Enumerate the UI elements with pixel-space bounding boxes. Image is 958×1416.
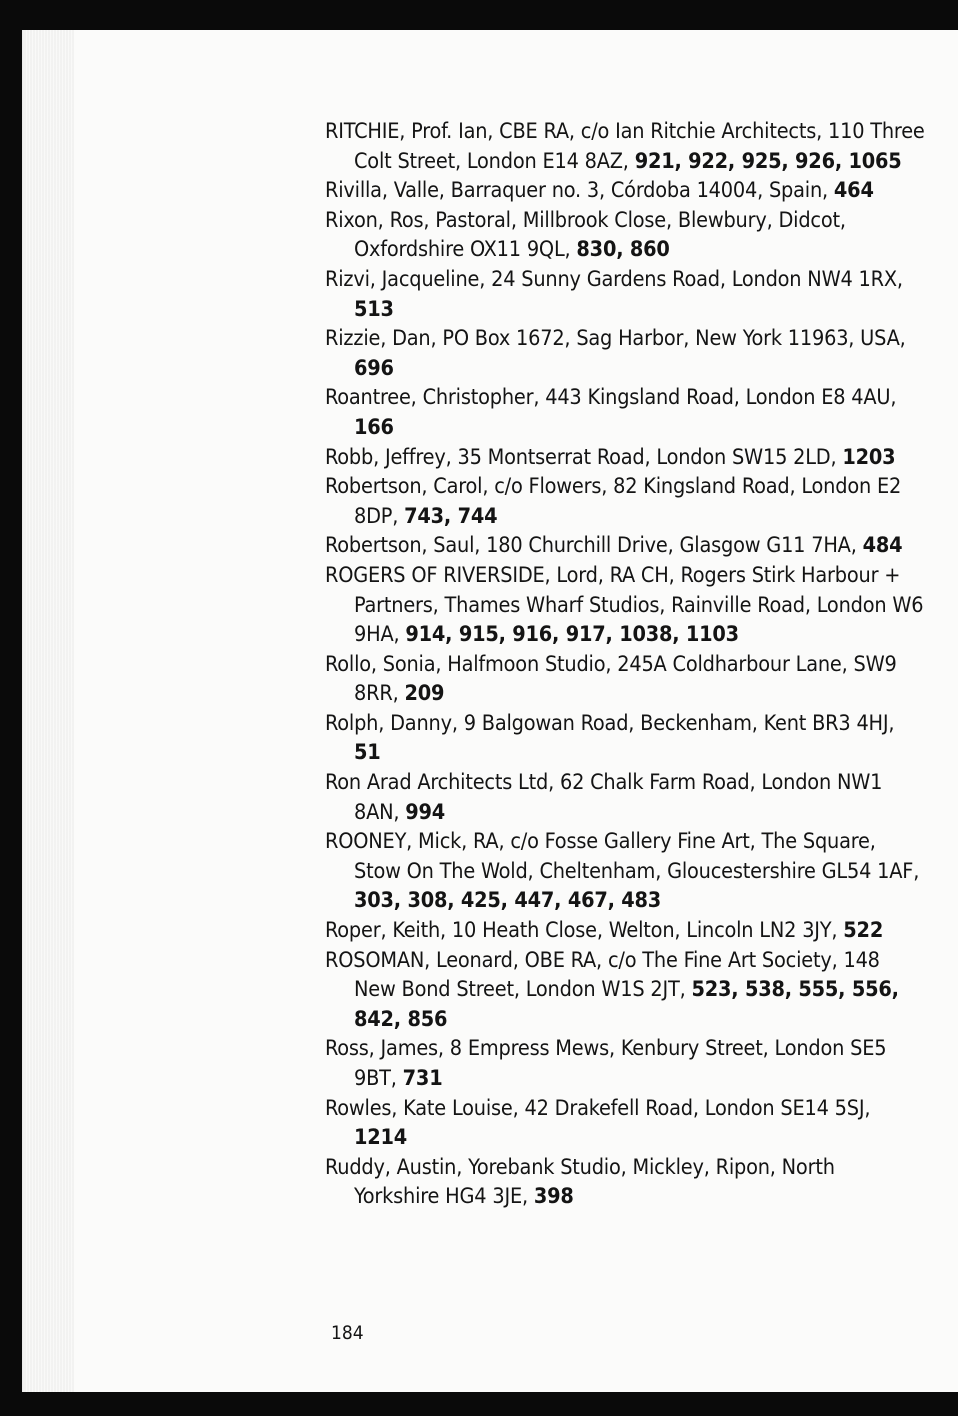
index-entry: Robb, Jeffrey, 35 Montserrat Road, London SW15 2LD, 1203 xyxy=(325,444,896,470)
index-entry: Rixon, Ros, Pastoral, Millbrook Close, Blewbury, Didcot, Oxfordshire OX11 9QL, 830, 860 xyxy=(325,207,846,263)
index-entry: Roantree, Christopher, 443 Kingsland Road, London E8 4AU, 166 xyxy=(325,385,897,440)
index-entry: Rollo, Sonia, Halfmoon Studio, 245A Coldharbour Lane, SW9 8RR, 209 xyxy=(325,651,897,707)
page-edges xyxy=(22,30,74,1392)
index-entry: ROSOMAN, Leonard, OBE RA, c/o The Fine Art Society, 148 New Bond Street, London W1S 2JT, 523, 538, 555, 556, 842, 856 xyxy=(325,947,899,1032)
index-entry: Ross, James, 8 Empress Mews, Kenbury Street, London SE5 9BT, 731 xyxy=(325,1036,887,1091)
index-entry: RITCHIE, Prof. Ian, CBE RA, c/o Ian Ritchie Architects, 110 Three Colt Street, London E14 8AZ, 921, 922, 925, 926, 1065 xyxy=(325,119,925,174)
index-entry: ROGERS OF RIVERSIDE, Lord, RA CH, Rogers Stirk Harbour + Partners, Thames Wharf Studios, Rainville Road, London W6 9HA, 914, 915, 916, 917, 1038, 1103 xyxy=(325,562,924,648)
index-entry: Roper, Keith, 10 Heath Close, Welton, Lincoln LN2 3JY, 522 xyxy=(325,918,884,944)
index-entry: Rolph, Danny, 9 Balgowan Road, Beckenham, Kent BR3 4HJ, 51 xyxy=(325,710,895,766)
index-entries xyxy=(325,117,925,1212)
index-entry: Robertson, Saul, 180 Churchill Drive, Glasgow G11 7HA, 484 xyxy=(325,533,903,559)
index-entry: Rivilla, Valle, Barraquer no. 3, Córdoba 14004, Spain, 464 xyxy=(325,178,874,204)
index-entry: Ron Arad Architects Ltd, 62 Chalk Farm Road, London NW1 8AN, 994 xyxy=(325,770,883,825)
index-entry: Rizvi, Jacqueline, 24 Sunny Gardens Road, London NW4 1RX, 513 xyxy=(325,266,903,322)
index-entry: Rowles, Kate Louise, 42 Drakefell Road, London SE14 5SJ, 1214 xyxy=(325,1095,871,1151)
page-number: 184 xyxy=(331,1322,364,1344)
index-entry: Robertson, Carol, c/o Flowers, 82 Kingsland Road, London E2 8DP, 743, 744 xyxy=(325,474,902,529)
index-entry: Ruddy, Austin, Yorebank Studio, Mickley, Ripon, North Yorkshire HG4 3JE, 398 xyxy=(325,1154,835,1210)
index-entry: Rizzie, Dan, PO Box 1672, Sag Harbor, New York 11963, USA, 696 xyxy=(325,326,906,381)
index-entry: ROONEY, Mick, RA, c/o Fosse Gallery Fine Art, The Square, Stow On The Wold, Cheltenham, Gloucestershire GL54 1AF, 303, 308, 425, 447, 467, 483 xyxy=(325,829,920,914)
